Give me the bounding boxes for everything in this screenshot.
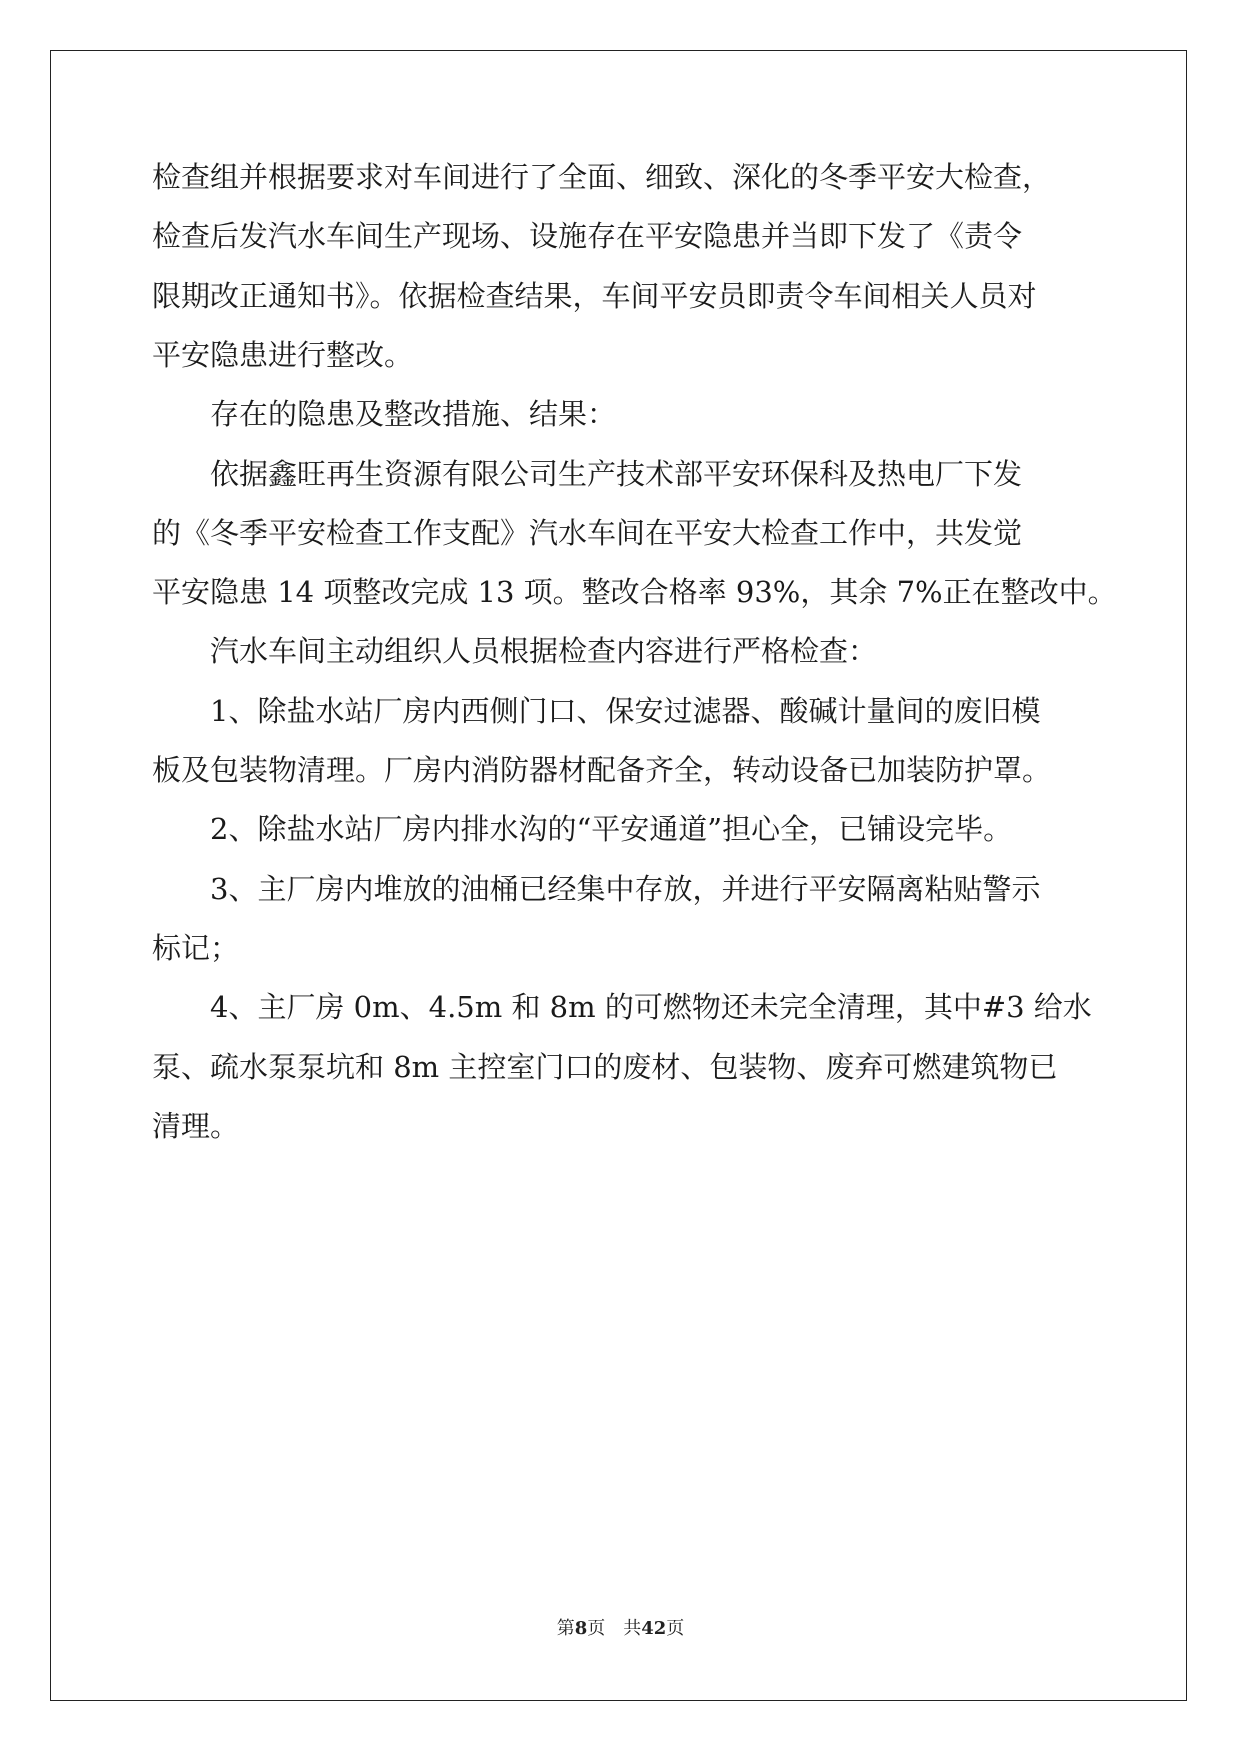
paragraph-line: 存在的隐患及整改措施、结果： (210, 397, 617, 432)
paragraph-line: 2、除盐水站厂房内排水沟的“平安通道”担心全，已铺设完毕。 (210, 812, 1013, 847)
paragraph-line: 汽水车间主动组织人员根据检查内容进行严格检查： (210, 634, 878, 669)
page-footer (0, 1617, 1241, 1641)
paragraph-line: 限期改正通知书》。依据检查结果，车间平安员即责令车间相关人员对 (152, 278, 1037, 313)
paragraph-line: 检查组并根据要求对车间进行了全面、细致、深化的冬季平安大检查， (152, 160, 1052, 194)
paragraph-line: 依据鑫旺再生资源有限公司生产技术部平安环保科及热电厂下发 (210, 456, 1023, 491)
total-suffix: 页 (666, 1618, 685, 1639)
page-number: 8 (574, 1618, 588, 1639)
paragraph-line: 的《冬季平安检查工作支配》汽水车间在平安大检查工作中，共发觉 (152, 515, 1023, 550)
paragraph-line: 4、主厂房 0m、4.5m 和 8m 的可燃物还未完全清理，其中#3 给水 (210, 990, 1092, 1025)
total-prefix: 共 (623, 1618, 642, 1639)
paragraph-line: 检查后发汽水车间生产现场、设施存在平安隐患并当即下发了《责令 (152, 219, 1023, 254)
page-prefix: 第 (556, 1618, 575, 1639)
paragraph-line: 泵、疏水泵泵坑和 8m 主控室门口的废材、包装物、废弃可燃建筑物已 (152, 1049, 1058, 1084)
paragraph-line: 清理。 (152, 1108, 240, 1143)
paragraph-line: 平安隐患 14 项整改完成 13 项。整改合格率 93%，其余 7%正在整改中。 (152, 575, 1117, 610)
paragraph-line: 平安隐患进行整改。 (152, 337, 414, 372)
page-suffix: 页 (587, 1618, 606, 1639)
total-pages: 42 (641, 1618, 667, 1639)
paragraph-line: 3、主厂房内堆放的油桶已经集中存放，并进行平安隔离粘贴警示 (210, 871, 1041, 906)
paragraph-line: 1、除盐水站厂房内西侧门口、保安过滤器、酸碱计量间的废旧模 (210, 693, 1041, 728)
paragraph-line: 标记； (152, 930, 240, 965)
paragraph-line: 板及包装物清理。厂房内消防器材配备齐全，转动设备已加装防护罩。 (152, 753, 1052, 787)
